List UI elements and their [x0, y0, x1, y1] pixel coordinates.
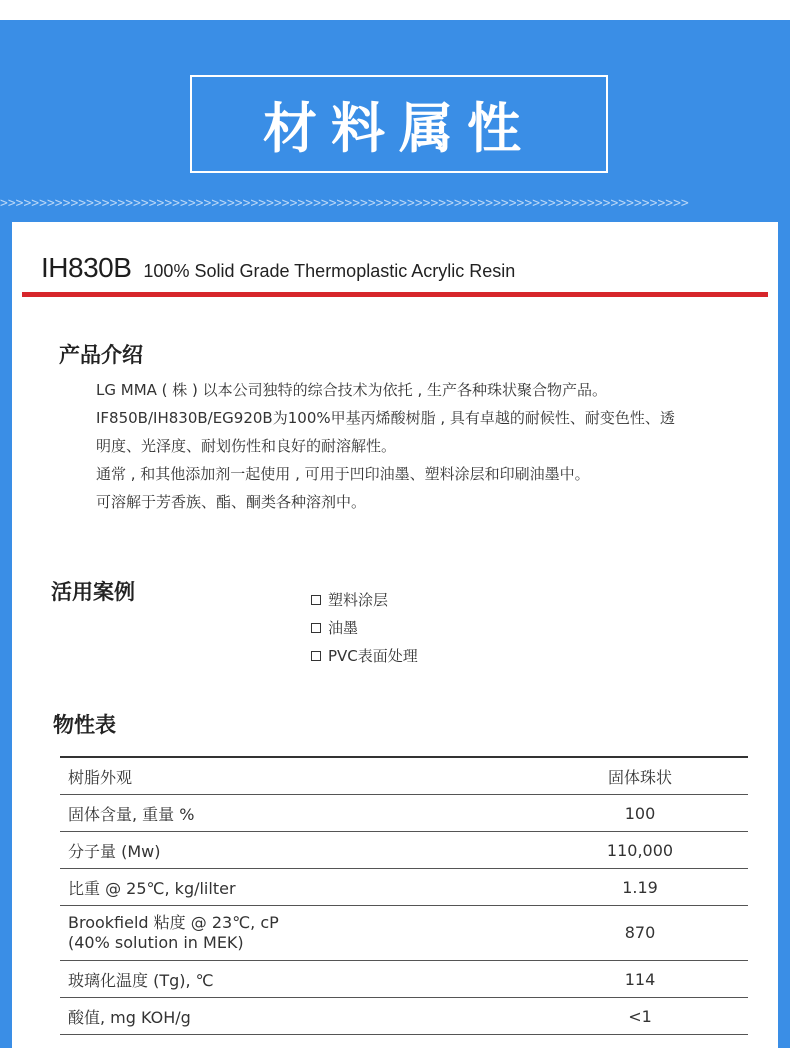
props-heading: 物性表	[53, 713, 116, 737]
property-value: 100	[624, 803, 656, 823]
datasheet-card	[12, 222, 778, 1048]
property-value: 114	[624, 969, 656, 989]
property-label: 分子量 (Mw)	[68, 841, 161, 861]
intro-line: LG MMA ( 株 ) 以本公司独特的综合技术为依托 , 生产各种珠状聚合物产品。	[96, 381, 607, 399]
property-value: 1.19	[622, 877, 658, 897]
property-label: 玻璃化温度 (Tg), ℃	[68, 970, 214, 990]
product-subtitle: 100% Solid Grade Thermoplastic Acrylic Resin	[143, 261, 516, 281]
arrow-divider: >>>>>>>>>>>>>>>>>>>>>>>>>>>>>>>>>>>>>>>>>>>>>>>>>>>>>>>>>>>>>>>>>>>>>>>>>>>>>>>>>>>>>>>>	[0, 196, 689, 211]
product-code: IH830B	[41, 252, 132, 283]
header-rule	[22, 292, 768, 297]
checkbox-icon	[311, 595, 321, 605]
property-label: 比重 @ 25℃, kg/lilter	[68, 878, 236, 898]
cases-list	[311, 586, 418, 670]
table-row	[60, 832, 748, 869]
intro-line: IF850B/IH830B/EG920B为100%甲基丙烯酸树脂 , 具有卓越的耐候性、耐变色性、透	[96, 409, 675, 427]
table-row	[60, 795, 748, 832]
intro-line: 明度、光泽度、耐划伤性和良好的耐溶解性。	[96, 437, 397, 455]
table-row	[60, 906, 748, 961]
cases-heading: 活用案例	[51, 580, 135, 604]
property-value: 固体珠状	[607, 767, 672, 787]
list-item	[311, 586, 418, 614]
property-value: <1	[628, 1006, 652, 1026]
property-label	[60, 906, 532, 961]
property-value: 870	[624, 923, 656, 942]
property-label-line: (40% solution in MEK)	[68, 933, 244, 952]
checkbox-icon	[311, 623, 321, 633]
property-label: 酸值, mg KOH/g	[68, 1007, 191, 1027]
banner	[0, 20, 790, 1048]
properties-table	[60, 756, 748, 1035]
list-item	[311, 642, 418, 670]
property-label: 固体含量, 重量 %	[68, 804, 195, 824]
banner-title-box	[190, 75, 608, 173]
case-label: 油墨	[328, 619, 359, 637]
banner-title: 材料属性	[263, 96, 535, 160]
table-row	[60, 757, 748, 795]
table-row	[60, 961, 748, 998]
case-label: 塑料涂层	[328, 591, 389, 609]
property-label: 树脂外观	[68, 767, 133, 787]
table-row	[60, 869, 748, 906]
table-row	[60, 998, 748, 1035]
case-label: PVC表面处理	[328, 647, 418, 665]
property-label-line: Brookfield 粘度 @ 23℃, cP	[68, 913, 279, 932]
intro-heading: 产品介绍	[59, 343, 143, 367]
property-value: 110,000	[606, 840, 674, 860]
intro-line: 可溶解于芳香族、酯、酮类各种溶剂中。	[96, 493, 367, 511]
checkbox-icon	[311, 651, 321, 661]
doc-header	[41, 252, 515, 292]
list-item	[311, 614, 418, 642]
intro-text	[96, 376, 756, 516]
intro-line: 通常 , 和其他添加剂一起使用 , 可用于凹印油墨、塑料涂层和印刷油墨中。	[96, 465, 590, 483]
